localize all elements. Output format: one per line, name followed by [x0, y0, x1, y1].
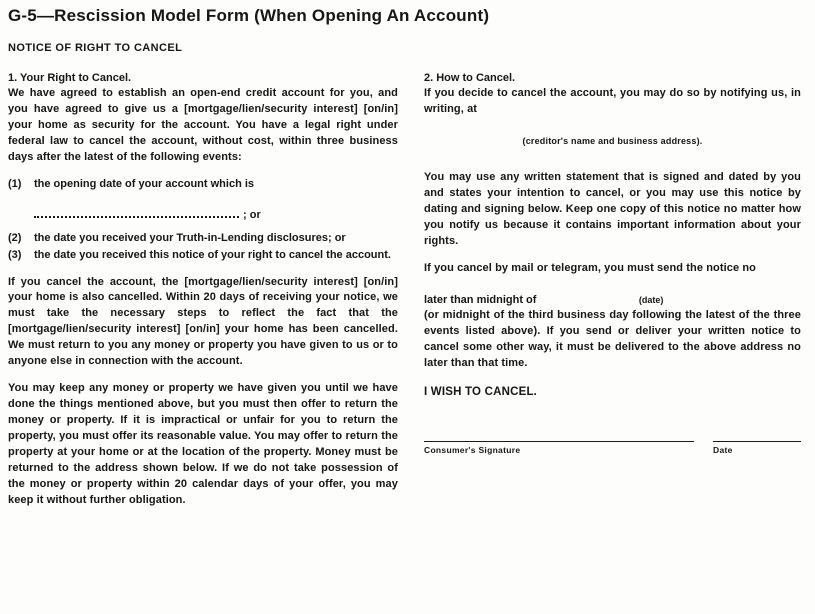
written-statement-paragraph: You may use any written statement that is signed and dated by you and states your intention to cancel, or you may use this notice by dating and signing below. Keep one copy of this notice no matter how you notify us because it contains important information about your rights.: [424, 170, 801, 247]
fill-in-blank-row: [34, 207, 398, 221]
cancellation-effect-paragraph: If you cancel the account, the [mortgage/lien/security interest] [on/in] your home is also cancelled. Within 20 days of receiving your notice, we must take the necessary steps to reflect the fact that the [mortgage/lien/security interest] [on/in] your home has been cancelled. We must return to you any money or property you have given to us or to anyone else in connection with the account.: [8, 275, 398, 368]
list-item-1: [8, 177, 398, 193]
midnight-text: later than midnight of: [424, 293, 537, 306]
date-label: Date: [713, 445, 733, 456]
right-column: [424, 72, 801, 520]
list-item-2: [8, 231, 398, 247]
mail-telegram-paragraph: If you cancel by mail or telegram, you must send the notice no: [424, 261, 756, 274]
money-property-paragraph: You may keep any money or property we have given you until we have done the things mentioned above, but you must then offer to return the money or property. If it is impractical or unfair for you to return the property, you must offer its reasonable value. You may offer to return the property at your home or at the location of the property. Money must be returned to the address shown below. If we do not take possession of the money or property within 20 calendar days of your offer, you may keep it without further obligation.: [8, 382, 398, 506]
left-column: [8, 72, 398, 520]
right-to-cancel-paragraph: We have agreed to establish an open-end credit account for you, and you have agreed to give us a [mortgage/lien/security interest] [on/in] your home as security for the account. You have a legal right under federal law to cancel the account, without cost, within three business days after the latest of the following events:: [8, 87, 398, 163]
date-field: [713, 432, 801, 455]
third-business-day-paragraph: (or midnight of the third business day following the latest of the three events listed above). If you send or deliver your written notice to cancel some other way, it must be delivered to the above address no later than that time.: [424, 309, 801, 370]
page-title: G-5—Rescission Model Form (When Opening An Account): [8, 6, 490, 25]
midnight-deadline-row: [424, 293, 801, 309]
date-hint-label: (date): [638, 294, 664, 305]
list-item-number: (2): [8, 231, 22, 244]
creditor-address-label: (creditor's name and business address).: [522, 135, 703, 146]
signature-block: [424, 432, 801, 455]
list-item-number: (3): [8, 248, 22, 261]
section-2-heading: 2. How to Cancel.: [424, 72, 516, 84]
events-list: [8, 177, 398, 264]
consumer-signature-line: [424, 432, 694, 442]
consumer-signature-field: [424, 432, 694, 455]
consumer-signature-label: Consumer's Signature: [424, 445, 521, 456]
how-to-cancel-paragraph: If you decide to cancel the account, you may do so by notifying us, in writing, at: [424, 87, 801, 115]
wish-to-cancel-statement: I WISH TO CANCEL.: [424, 386, 538, 399]
list-item-3: [8, 248, 398, 264]
notice-heading: NOTICE OF RIGHT TO CANCEL: [8, 42, 183, 54]
blank-suffix: ; or: [243, 208, 261, 221]
list-item-text: the opening date of your account which is: [34, 177, 255, 190]
section-1-heading: 1. Your Right to Cancel.: [8, 72, 132, 84]
list-item-number: (1): [8, 177, 22, 190]
list-item-text: the date you received this notice of your right to cancel the account.: [34, 248, 391, 261]
two-column-body: [8, 72, 803, 520]
date-line: [713, 432, 801, 442]
account-opening-date-blank: [34, 207, 239, 218]
list-item-text: the date you received your Truth-in-Lending disclosures; or: [34, 231, 346, 244]
